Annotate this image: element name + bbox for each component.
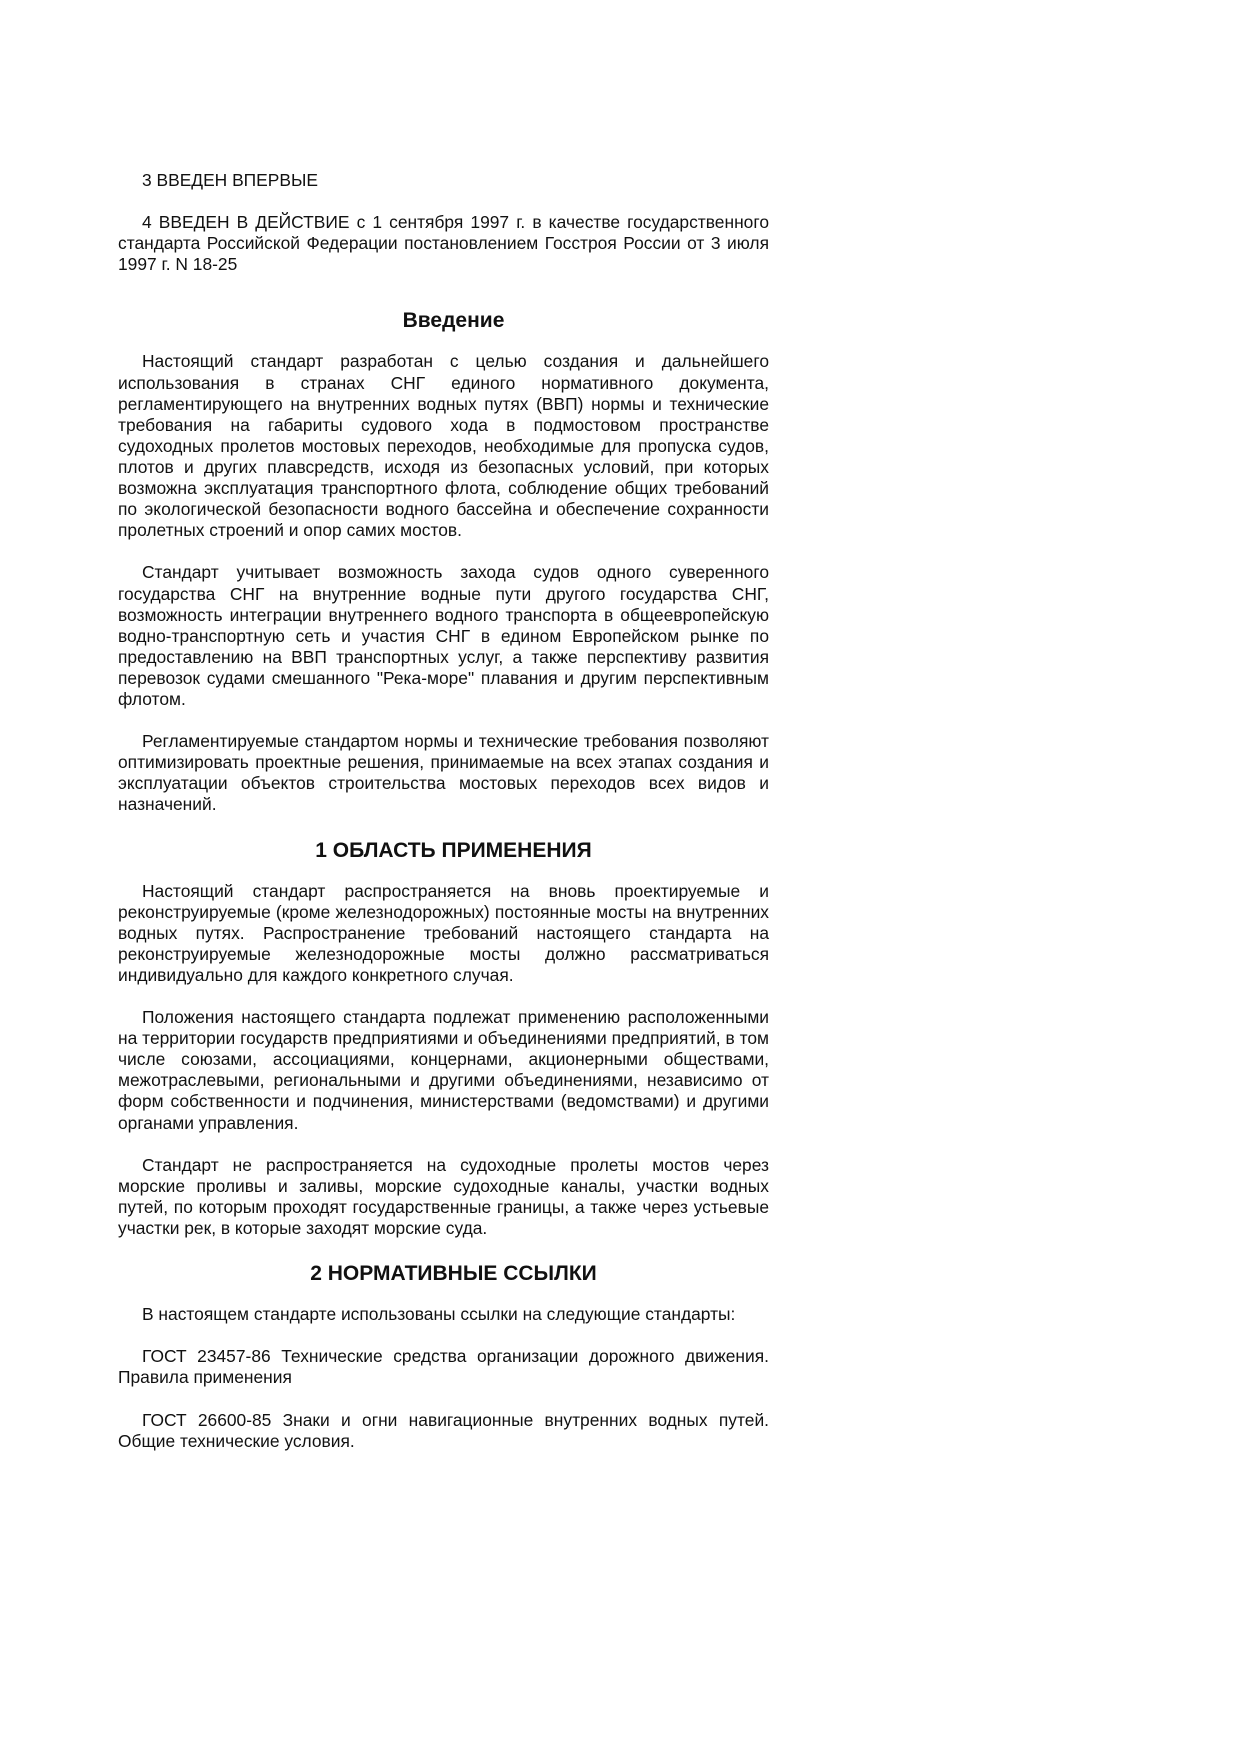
section-2-paragraph: В настоящем стандарте использованы ссылки на следующие стандарты:: [142, 1304, 736, 1325]
document-page: [118, 170, 769, 1473]
preface-item-3: 3 ВВЕДЕН ВПЕРВЫЕ: [142, 170, 318, 190]
introduction-paragraph: Настоящий стандарт разработан с целью создания и дальнейшего использования в странах СНГ единого нормативного документа, регламентирующего на внутренних водных путях (ВВП) нормы и технические требования на габариты судового хода в подмостовом пространстве судоходных пролетов мостовых переходов, необходимые для пропуска судов, плотов и других плавсредств, исходя из безопасных условий, при которых возможна эксплуатация транспортного флота, соблюдение общих требований по экологической безопасности водного бассейна и обеспечение сохранности пролетных строений и опор самих мостов.: [118, 351, 769, 541]
introduction-paragraph: Стандарт учитывает возможность захода судов одного суверенного государства СНГ на внутренние водные пути другого государства СНГ, возможность интеграции внутреннего водного транспорта в общеевропейскую водно-транспортную сеть и участия СНГ в едином Европейском рынке по предоставлению на ВВП транспортных услуг, а также перспективу развития перевозок судами смешанного "Река-море" плавания и другим перспективным флотом.: [118, 562, 769, 709]
section-1-paragraph: Настоящий стандарт распространяется на вновь проектируемые и реконструируемые (кроме железнодорожных) постоянные мосты на внутренних водных путях. Распространение требований настоящего стандарта на реконструируемые железнодорожные мосты должно рассматриваться индивидуально для каждого конкретного случая.: [118, 880, 769, 985]
section-1-paragraph: Положения настоящего стандарта подлежат применению расположенными на территории государств предприятиями и объединениями предприятий, в том числе союзами, ассоциациями, концернами, акционерными обществами, межотраслевыми, региональными и другими объединениями, независимо от форм собственности и подчинения, министерствами (ведомствами) и другими органами управления.: [118, 1007, 769, 1133]
section-2-heading: 2 НОРМАТИВНЫЕ ССЫЛКИ: [310, 1262, 597, 1286]
introduction-heading: Введение: [402, 309, 505, 333]
introduction-paragraph: Регламентируемые стандартом нормы и технические требования позволяют оптимизировать проектные решения, принимаемые на всех этапах создания и эксплуатации объектов строительства мостовых переходов всех видов и назначений.: [118, 731, 769, 815]
normative-reference-item: ГОСТ 23457-86 Технические средства организации дорожного движения. Правила применения: [118, 1346, 769, 1388]
preface-item-4: 4 ВВЕДЕН В ДЕЙСТВИЕ с 1 сентября 1997 г. в качестве государственного стандарта Российской Федерации постановлением Госстроя России от 3 июля 1997 г. N 18-25: [118, 212, 769, 275]
section-1-paragraph: Стандарт не распространяется на судоходные пролеты мостов через морские проливы и заливы, морские судоходные каналы, участки водных путей, по которым проходят государственные границы, а также через устьевые участки рек, в которые заходят морские суда.: [118, 1154, 769, 1239]
section-1-heading: 1 ОБЛАСТЬ ПРИМЕНЕНИЯ: [315, 838, 592, 862]
normative-reference-item: ГОСТ 26600-85 Знаки и огни навигационные внутренних водных путей. Общие технические условия.: [118, 1409, 769, 1451]
